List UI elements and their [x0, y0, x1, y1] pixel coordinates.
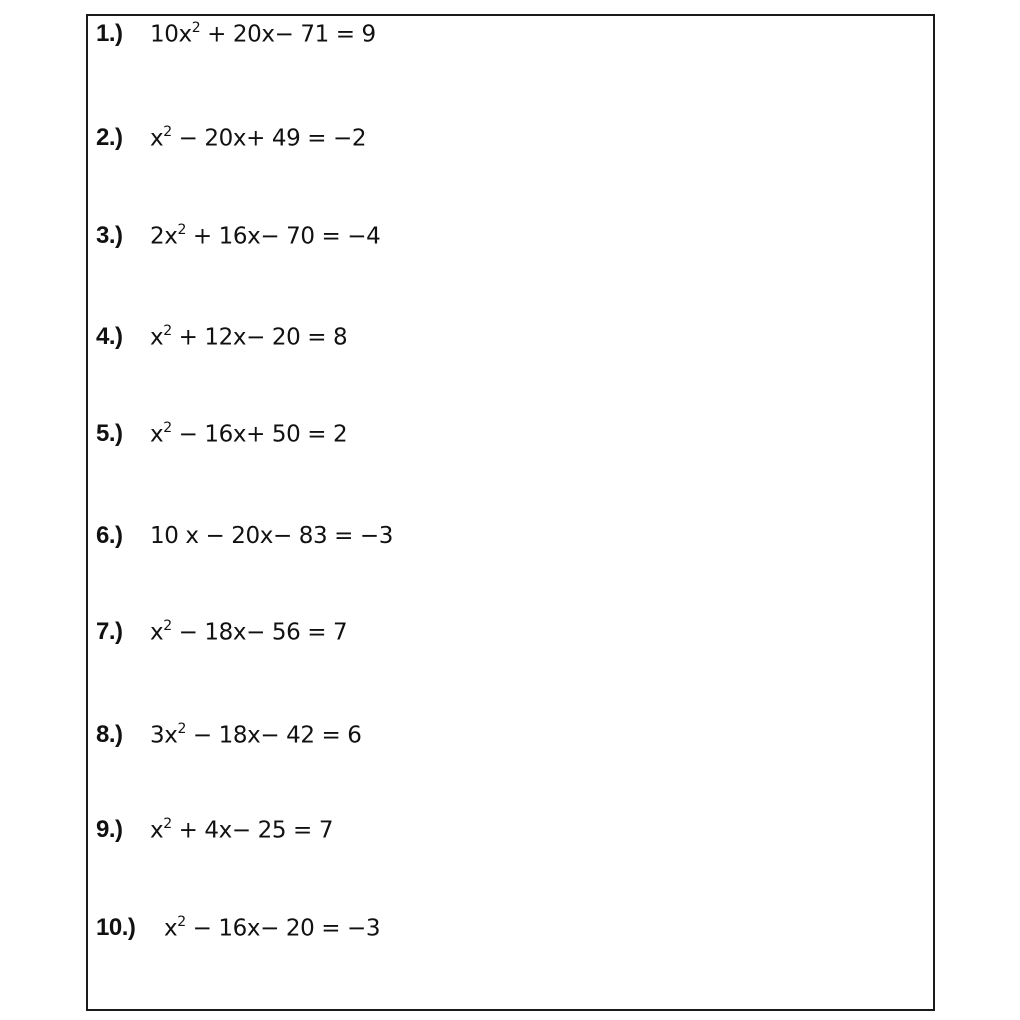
problem-equation: $10x^2 + 20x- 71 = 9$: [150, 19, 376, 48]
problem-number: 3.): [96, 222, 123, 249]
problem-number: 4.): [96, 323, 123, 350]
problem-7: [96, 615, 347, 649]
problem-equation: 10 x − 20x− 83 = −3: [150, 523, 394, 549]
problem-equation: $x^2 + 4x- 25 = 7$: [150, 815, 334, 844]
problem-equation: $x^2 - 16x- 20 = -3$: [164, 913, 381, 942]
problem-number: 6.): [96, 522, 123, 549]
problem-equation: $x^2 + 12x- 20 = 8$: [150, 322, 348, 351]
problem-equation: $x^2 - 16x+ 50 = 2$: [150, 419, 348, 448]
problem-5: [96, 417, 347, 451]
problem-8: [96, 718, 362, 752]
problem-4: [96, 320, 347, 354]
problem-number: 5.): [96, 420, 123, 447]
problem-number: 8.): [96, 721, 123, 748]
problem-9: [96, 813, 333, 847]
problem-number: 2.): [96, 124, 123, 151]
problem-equation: $x^2 - 18x- 56 = 7$: [150, 617, 348, 646]
problem-number: 9.): [96, 816, 123, 843]
problem-equation: $2x^2 + 16x- 70 = -4$: [150, 221, 381, 250]
problem-6: [96, 519, 393, 553]
problem-number: 10.): [96, 914, 136, 941]
worksheet-frame: [86, 14, 935, 1011]
problem-equation: $3x^2 - 18x- 42 = 6$: [150, 720, 362, 749]
problem-3: [96, 219, 380, 253]
problem-10: [96, 911, 380, 945]
problem-equation: $x^2 - 20x+ 49 = -2$: [150, 123, 367, 152]
problem-1: [96, 17, 376, 51]
problem-number: 7.): [96, 618, 123, 645]
problem-2: [96, 121, 366, 155]
problem-number: 1.): [96, 20, 123, 47]
